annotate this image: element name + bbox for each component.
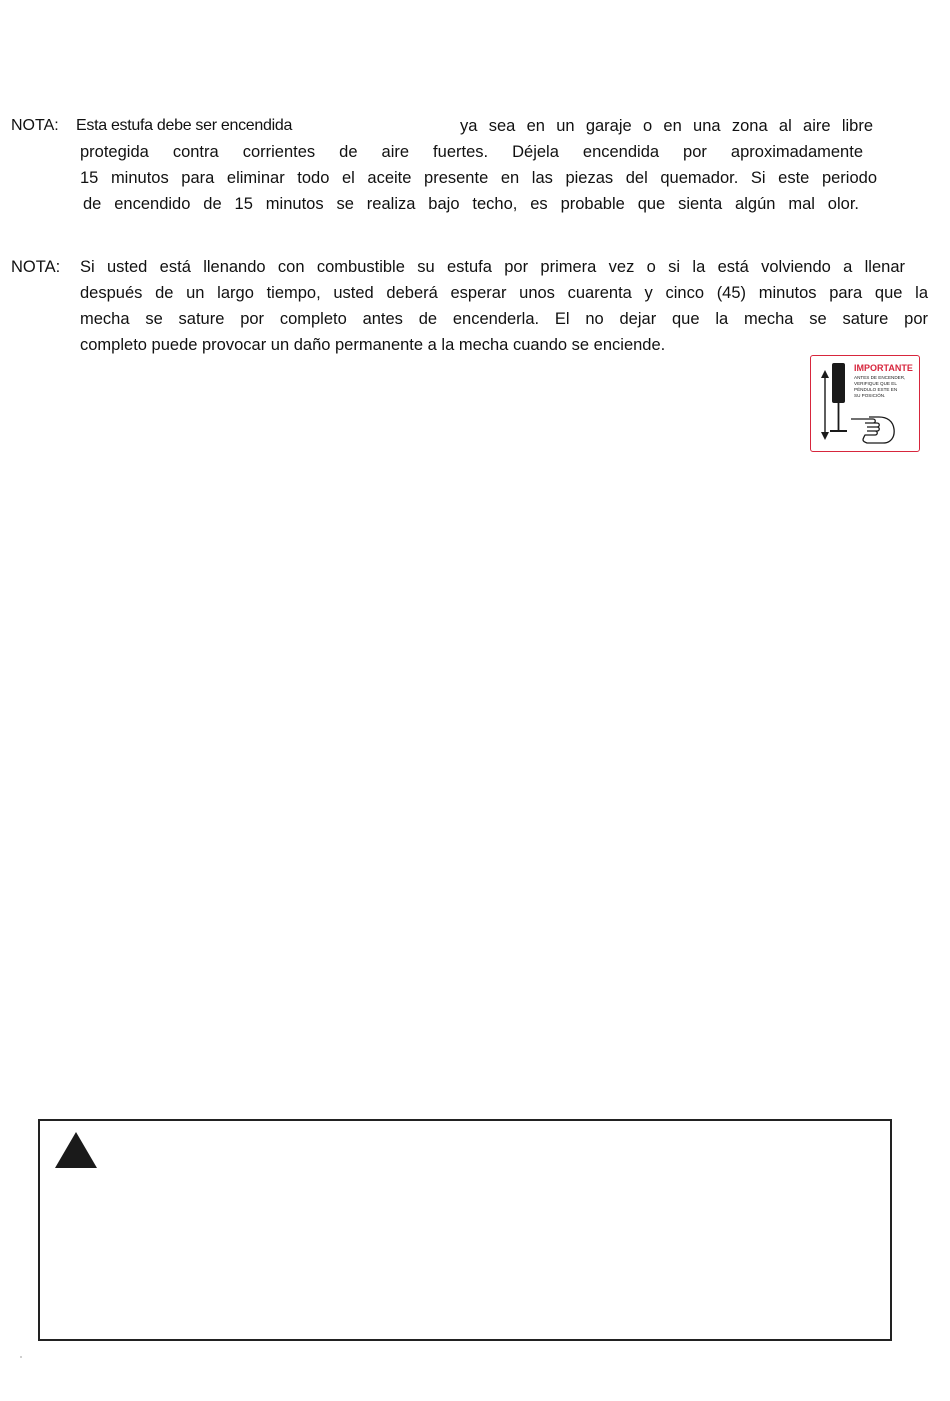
up-down-arrow-icon <box>816 368 834 448</box>
note-2-line-4: completo puede provocar un daño permanente a la mecha cuando se enciende. <box>80 336 666 354</box>
note-1-line-4: de encendido de 15 minutos se realiza bajo techo, es probable que sienta algún mal olor. <box>83 195 859 213</box>
note-1-line-3: 15 minutos para eliminar todo el aceite presente en las piezas del quemador. Si este periodo <box>80 169 877 187</box>
note-1-line-2: protegida contra corrientes de aire fuertes. Déjela encendida por aproximadamente <box>80 143 863 161</box>
warning-box <box>38 1119 892 1341</box>
note-2-line-1: Si usted está llenando con combustible su estufa por primera vez o si la está volviendo a llenar <box>80 258 905 276</box>
important-line-4: SU POSICIÓN. <box>854 393 886 398</box>
important-line-1: ANTES DE ENCENDER, <box>854 375 906 380</box>
pointing-hand-icon <box>847 409 897 449</box>
important-line-2: VERIFIQUE QUE EL <box>854 381 897 386</box>
page-mark <box>20 1356 22 1358</box>
important-title: IMPORTANTE <box>854 363 913 373</box>
note-1-line-1a: Esta estufa debe ser encendida <box>76 117 293 134</box>
warning-triangle-icon <box>54 1131 98 1169</box>
note-2-line-2: después de un largo tiempo, usted deberá esperar unos cuarenta y cinco (45) minutos para que la <box>80 284 928 302</box>
note-1-label: NOTA: <box>11 117 59 134</box>
important-line-3: PÉNDULO ESTE EN <box>854 387 898 392</box>
important-label <box>810 355 920 452</box>
note-2-line-3: mecha se sature por completo antes de encenderla. El no dejar que la mecha se sature por <box>80 310 928 328</box>
note-1-line-1b: ya sea en un garaje o en una zona al aire libre <box>460 117 873 135</box>
note-2-label: NOTA: <box>11 258 61 276</box>
